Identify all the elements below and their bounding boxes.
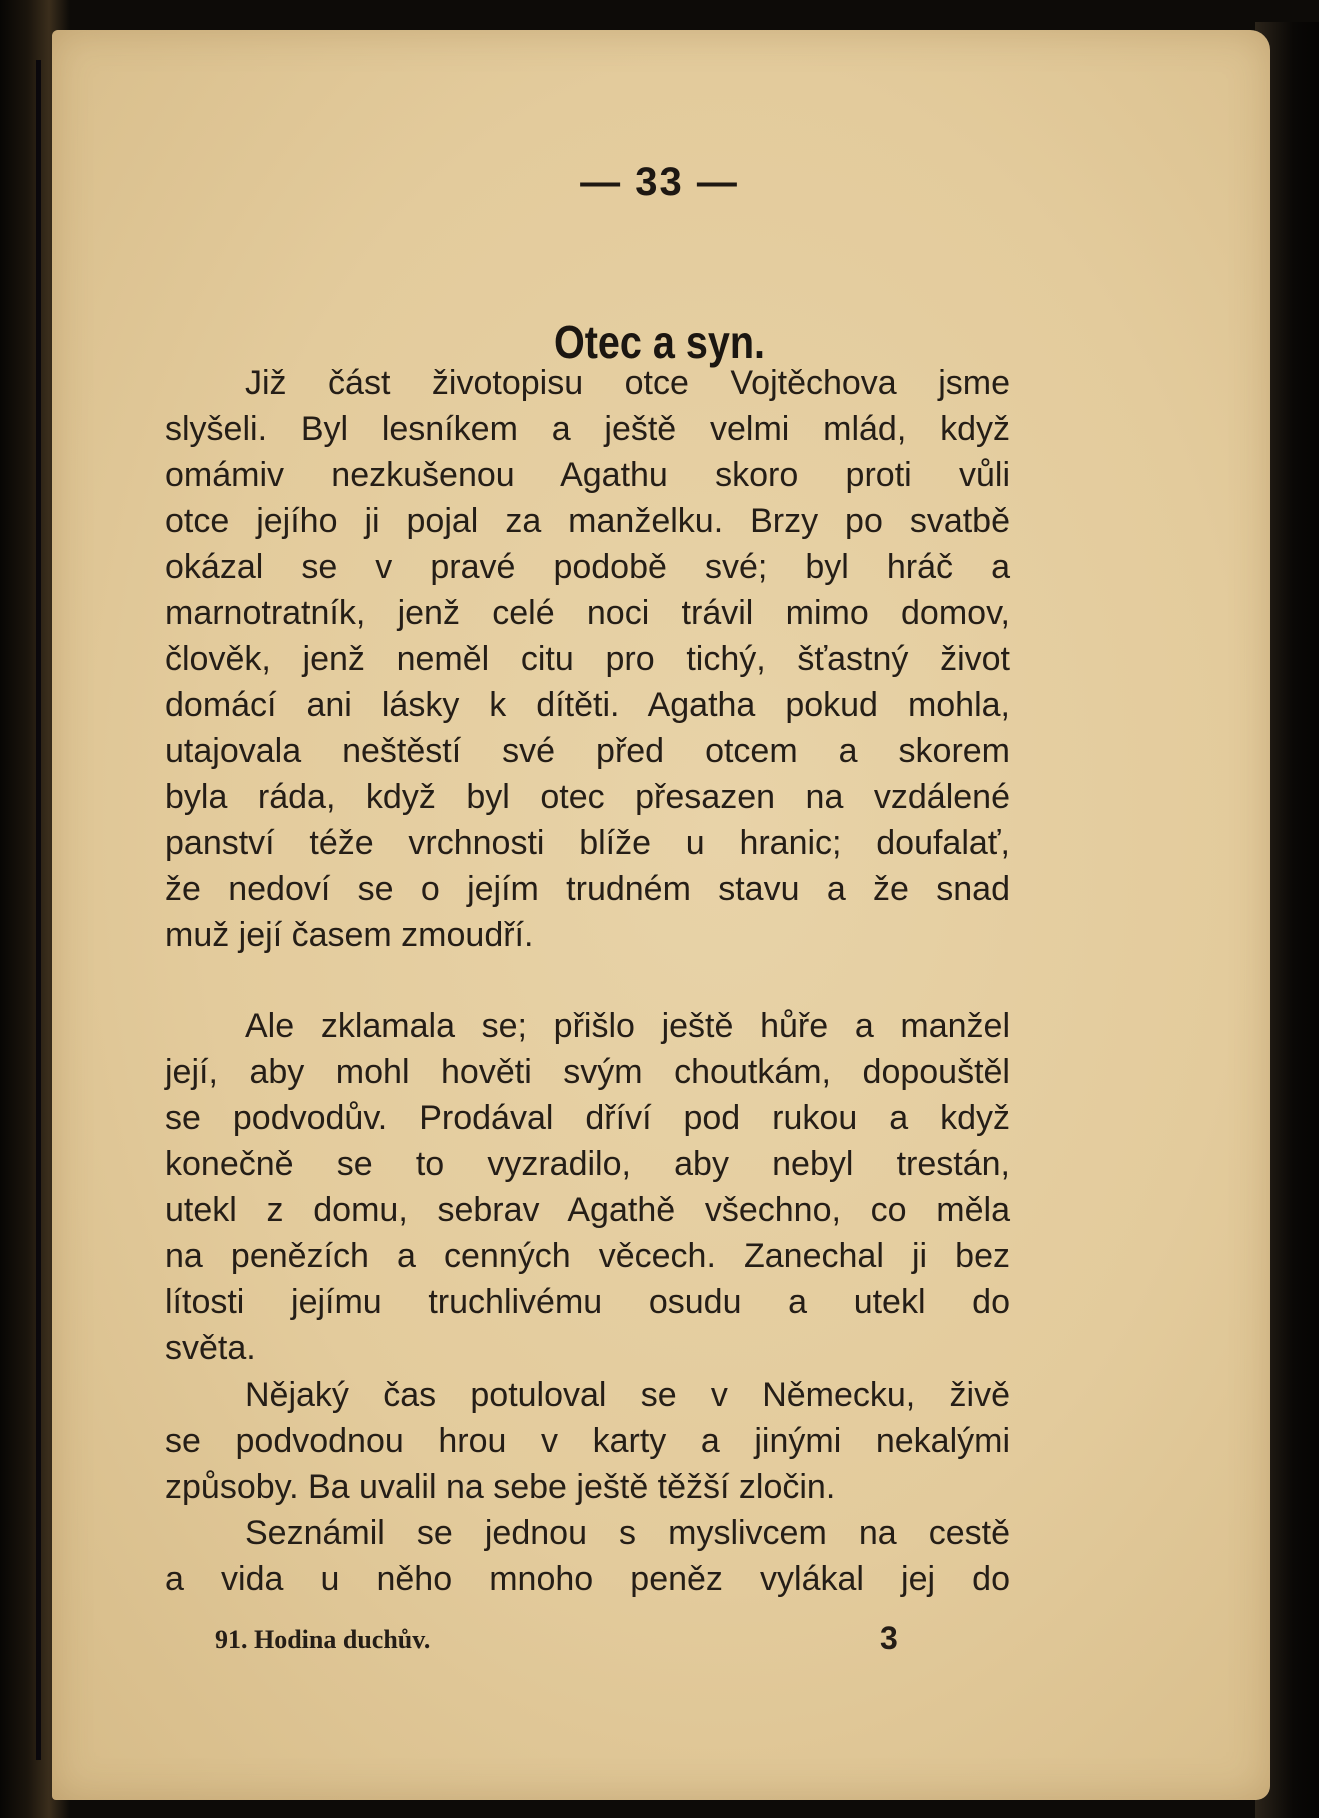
text-line: se podvodův. Prodával dříví pod rukou a když bbox=[165, 1099, 1010, 1137]
text-line: marnotratník, jenž celé noci trávil mimo domov, bbox=[165, 594, 1010, 632]
text-line: Nějaký čas potuloval se v Německu, živě bbox=[245, 1376, 1010, 1414]
text-line: její, aby mohl hověti svým choutkám, dopouštěl bbox=[165, 1053, 1010, 1091]
text-line: konečně se to vyzradilo, aby nebyl trestán, bbox=[165, 1145, 1010, 1183]
text-line: že nedoví se o jejím trudném stavu a že snad bbox=[165, 870, 1010, 908]
text-line: způsoby. Ba uvalil na sebe ještě těžší zločin. bbox=[165, 1468, 836, 1506]
chapter-title: Otec a syn. bbox=[553, 316, 766, 368]
paragraph-2 bbox=[165, 1003, 1010, 1371]
text-line: panství téže vrchnosti blíže u hranic; doufalať, bbox=[165, 824, 1010, 862]
text-line: Již část životopisu otce Vojtěchova jsme bbox=[245, 364, 1010, 402]
text-line: člověk, jenž neměl citu pro tichý, šťastný život bbox=[165, 640, 1010, 678]
text-line: slyšeli. Byl lesníkem a ještě velmi mlád, když bbox=[165, 410, 1010, 448]
text-line: domácí ani lásky k dítěti. Agatha pokud mohla, bbox=[165, 686, 1010, 724]
text-line: a vida u něho mnoho peněz vylákal jej do bbox=[165, 1560, 1010, 1598]
text-line: muž její časem zmoudří. bbox=[165, 916, 534, 954]
text-line: lítosti jejímu truchlivému osudu a utekl do bbox=[165, 1283, 1010, 1321]
printer-signature: 91. Hodina duchův. bbox=[215, 1625, 431, 1654]
text-line: se podvodnou hrou v karty a jinými nekalými bbox=[165, 1422, 1010, 1460]
page-number: — 33 — bbox=[580, 160, 739, 204]
text-line: na penězích a cenných věcech. Zanechal ji bez bbox=[165, 1237, 1010, 1275]
paragraph-4 bbox=[165, 1510, 1010, 1602]
text-line: Ale zklamala se; přišlo ještě hůře a manžel bbox=[245, 1007, 1010, 1045]
text-line: byla ráda, když byl otec přesazen na vzdálené bbox=[165, 778, 1010, 816]
text-line: okázal se v pravé podobě své; byl hráč a bbox=[165, 548, 1010, 586]
text-line: světa. bbox=[165, 1329, 256, 1367]
text-line: otce jejího ji pojal za manželku. Brzy po svatbě bbox=[165, 502, 1010, 540]
text-line: Seznámil se jednou s myslivcem na cestě bbox=[245, 1514, 1010, 1552]
text-line: utajovala neštěstí své před otcem a skorem bbox=[165, 732, 1010, 770]
paragraph-1 bbox=[165, 360, 1010, 958]
spine-fold-line bbox=[36, 60, 41, 1760]
sheet-number: 3 bbox=[880, 1620, 898, 1656]
text-line: omámiv nezkušenou Agathu skoro proti vůli bbox=[165, 456, 1010, 494]
paragraph-3 bbox=[165, 1372, 1010, 1510]
text-line: utekl z domu, sebrav Agathě všechno, co měla bbox=[165, 1191, 1010, 1229]
